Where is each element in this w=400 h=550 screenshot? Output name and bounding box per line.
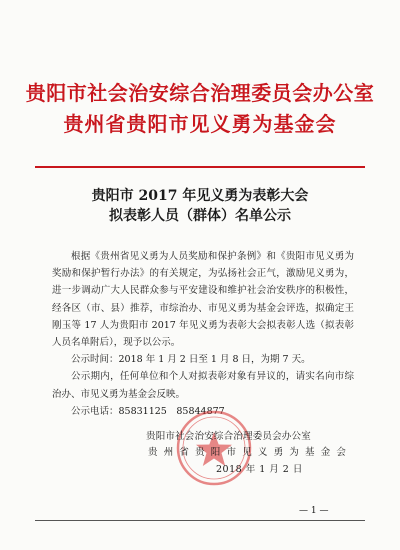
signature-org-2: 贵州省贵阳市见义勇为基金会	[148, 447, 353, 458]
body-paragraph-period: 公示时间：2018 年 1 月 2 日至 1 月 8 日，为期 7 天。	[71, 354, 311, 366]
letterhead-org-2: 贵州省贵阳市见义勇为基金会	[63, 112, 337, 136]
signature-org-1: 贵阳市社会治安综合治理委员会办公室	[146, 431, 311, 442]
body-paragraph-basis: 根据《贵州省见义勇为人员奖励和保护条例》和《贵阳市见义勇为奖励和保护暂行办法》的有关规定，为弘扬社会正气，激励见义勇为，进一步调动广大人民群众参与平安建设和维护社会治安秩序的积极性，经各区（市、县）推荐，市综治办、市见义勇为基金会评选，拟确定王刚玉等 17 人为贵阳市 2017 年见义勇为表彰大会拟表彰人选（拟表彰人员名单附后），现予以公示。	[52, 251, 354, 349]
document-title	[0, 186, 400, 226]
footer-divider	[35, 520, 365, 521]
letterhead-divider	[35, 166, 365, 168]
signature-date: 2018 年 1 月 2 日	[216, 464, 303, 475]
page-number: — 1 —	[296, 506, 331, 516]
title-line-1: 贵阳市 2017 年见义勇为表彰大会	[91, 188, 309, 204]
body-paragraph-objection: 公示期内，任何单位和个人对拟表彰对象有异议的，请实名向市综治办、市见义勇为基金会反映。	[52, 371, 354, 400]
document-body	[52, 248, 354, 420]
letterhead	[0, 80, 400, 137]
body-paragraph-phone: 公示电话：85831125 85844877	[71, 405, 225, 417]
title-line-2: 拟表彰人员（群体）名单公示	[109, 208, 291, 224]
letterhead-org-1: 贵阳市社会治安综合治理委员会办公室	[25, 81, 375, 105]
